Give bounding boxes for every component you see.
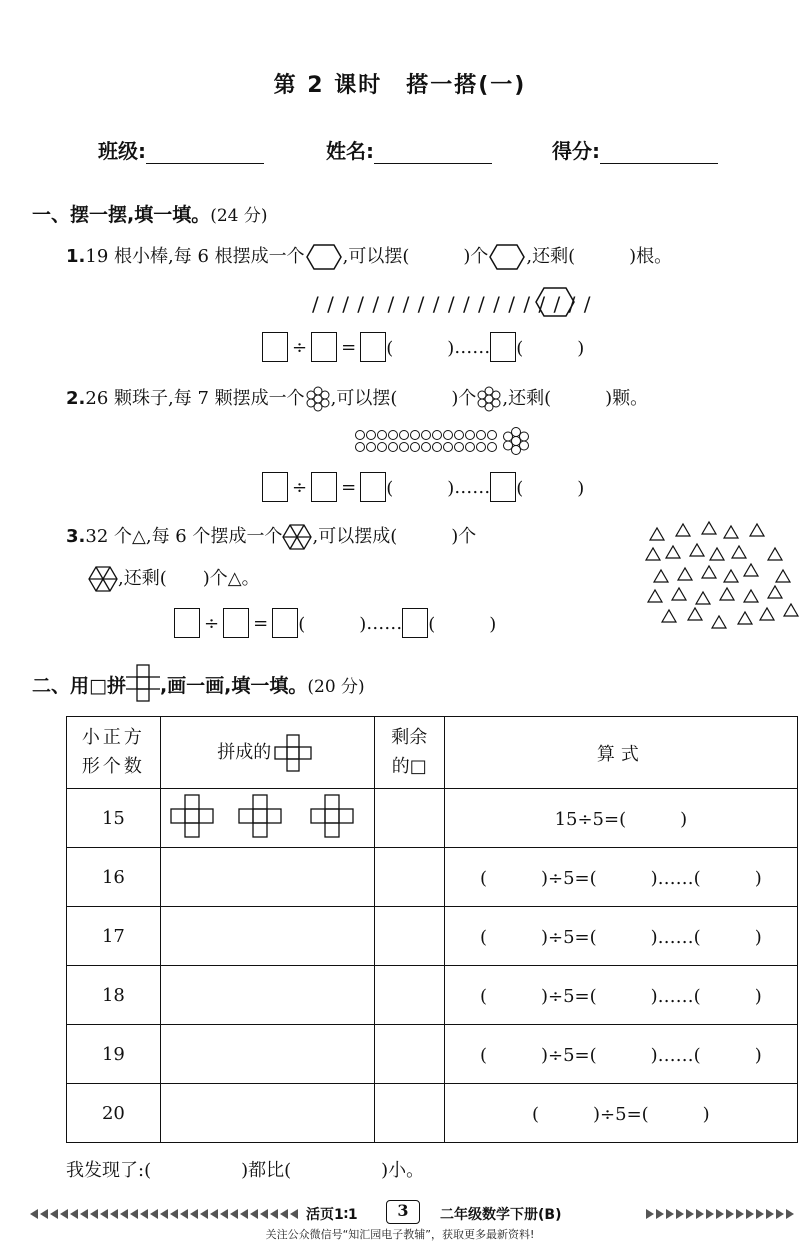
answer-box[interactable]	[311, 472, 337, 502]
header-formula: 算式	[444, 717, 797, 789]
unit-blank[interactable]: ( )	[428, 614, 497, 635]
triangle-hexagon-icon	[282, 523, 312, 551]
cross-shape-icon	[271, 734, 317, 772]
unit-blank[interactable]: ( )	[298, 614, 367, 635]
answer-box[interactable]	[360, 472, 386, 502]
table-row: 15 15÷5=( )	[67, 789, 798, 848]
hexagon-icon	[534, 286, 576, 318]
table-row: 19 ( )÷5=( )……( )	[67, 1025, 798, 1084]
answer-table	[66, 716, 798, 1143]
table-row: 16 ( )÷5=( )……( )	[67, 848, 798, 907]
equation-2: ÷ = ( ) …… ( )	[262, 472, 584, 502]
page-number: 3	[386, 1200, 420, 1224]
shape-cell[interactable]	[160, 907, 374, 966]
bead-flower-icon	[476, 386, 502, 412]
remaining-cell[interactable]	[374, 966, 444, 1025]
shape-cell[interactable]	[160, 966, 374, 1025]
arrow-decoration-left	[30, 1208, 300, 1220]
score-label: 得分:	[552, 139, 600, 163]
sticks-illustration: / / / / / / / / / / / / / / / / / / /	[312, 292, 592, 316]
hexagon-icon	[488, 243, 526, 271]
beads-illustration	[354, 426, 534, 456]
shape-cell[interactable]	[160, 1025, 374, 1084]
table-row: 18 ( )÷5=( )……( )	[67, 966, 798, 1025]
answer-box[interactable]	[490, 472, 516, 502]
shape-cell[interactable]	[160, 848, 374, 907]
finding-sentence: 我发现了:( )都比( )小。	[66, 1160, 425, 1181]
remaining-cell[interactable]	[374, 1084, 444, 1143]
footer-note: 关注公众微信号“知汇园电子教辅”，获取更多最新资料!	[265, 1228, 535, 1241]
class-field	[98, 135, 264, 164]
hexagon-icon	[305, 243, 343, 271]
page-label: 活页1∶1	[306, 1207, 358, 1223]
question-2: 2.26 颗珠子,每 7 颗摆成一个 ,可以摆( )个 ,还剩( )颗。	[66, 384, 648, 412]
cross-shape-icon	[126, 664, 160, 704]
shape-cell[interactable]	[160, 1084, 374, 1143]
header-count: 小正方形个数	[67, 717, 161, 789]
header-shape: 拼成的	[160, 717, 374, 789]
remaining-cell[interactable]	[374, 1025, 444, 1084]
triangle-hexagon-icon	[88, 565, 118, 593]
table-header	[67, 717, 798, 789]
answer-box[interactable]	[360, 332, 386, 362]
arrow-decoration-right	[646, 1208, 796, 1220]
formula-cell[interactable]: ( )÷5=( )	[444, 1084, 797, 1143]
question-3-cont: ,还剩( )个△。	[88, 564, 260, 593]
triangles-illustration	[640, 516, 800, 634]
name-blank[interactable]	[374, 144, 492, 164]
formula-cell[interactable]: 15÷5=( )	[444, 789, 797, 848]
unit-blank[interactable]: ( )	[386, 338, 455, 359]
unit-blank[interactable]: ( )	[386, 478, 455, 499]
equation-3: ÷ = ( ) …… ( )	[174, 608, 496, 638]
book-title: 二年级数学下册(B)	[440, 1207, 562, 1223]
answer-box[interactable]	[272, 608, 298, 638]
score-field	[552, 135, 718, 164]
answer-box[interactable]	[174, 608, 200, 638]
formula-cell[interactable]: ( )÷5=( )……( )	[444, 907, 797, 966]
answer-box[interactable]	[490, 332, 516, 362]
header-remaining: 剩余的□	[374, 717, 444, 789]
class-blank[interactable]	[146, 144, 264, 164]
footer-bar	[30, 1201, 800, 1226]
score-blank[interactable]	[600, 144, 718, 164]
name-field	[326, 135, 492, 164]
bead-flower-icon	[305, 386, 331, 412]
remaining-cell[interactable]	[374, 789, 444, 848]
answer-box[interactable]	[262, 472, 288, 502]
formula-cell[interactable]: ( )÷5=( )……( )	[444, 848, 797, 907]
cross-shapes-drawing	[167, 793, 367, 839]
name-label: 姓名:	[326, 139, 374, 163]
formula-cell[interactable]: ( )÷5=( )……( )	[444, 1025, 797, 1084]
class-label: 班级:	[98, 139, 146, 163]
section2-heading: 二、用□拼 ,画一画,填一填。 (20 分)	[32, 664, 365, 704]
page-title: 第 2 课时 搭一搭(一)	[273, 73, 527, 98]
table-row: 17 ( )÷5=( )……( )	[67, 907, 798, 966]
equation-1: ÷ = ( ) …… ( )	[262, 332, 584, 362]
remaining-cell[interactable]	[374, 907, 444, 966]
remaining-cell[interactable]	[374, 848, 444, 907]
shape-cell[interactable]	[160, 789, 374, 848]
section1-heading: 一、摆一摆,填一填。(24 分)	[32, 204, 268, 226]
question-1: 1.19 根小棒,每 6 根摆成一个 ,可以摆( )个 ,还剩( )根。	[66, 242, 672, 271]
answer-box[interactable]	[402, 608, 428, 638]
answer-box[interactable]	[311, 332, 337, 362]
table-row: 20 ( )÷5=( )	[67, 1084, 798, 1143]
answer-box[interactable]	[262, 332, 288, 362]
unit-blank[interactable]: ( )	[516, 338, 585, 359]
formula-cell[interactable]: ( )÷5=( )……( )	[444, 966, 797, 1025]
answer-box[interactable]	[223, 608, 249, 638]
unit-blank[interactable]: ( )	[516, 478, 585, 499]
question-3: 3.32 个△,每 6 个摆成一个 ,可以摆成( )个	[66, 522, 476, 551]
